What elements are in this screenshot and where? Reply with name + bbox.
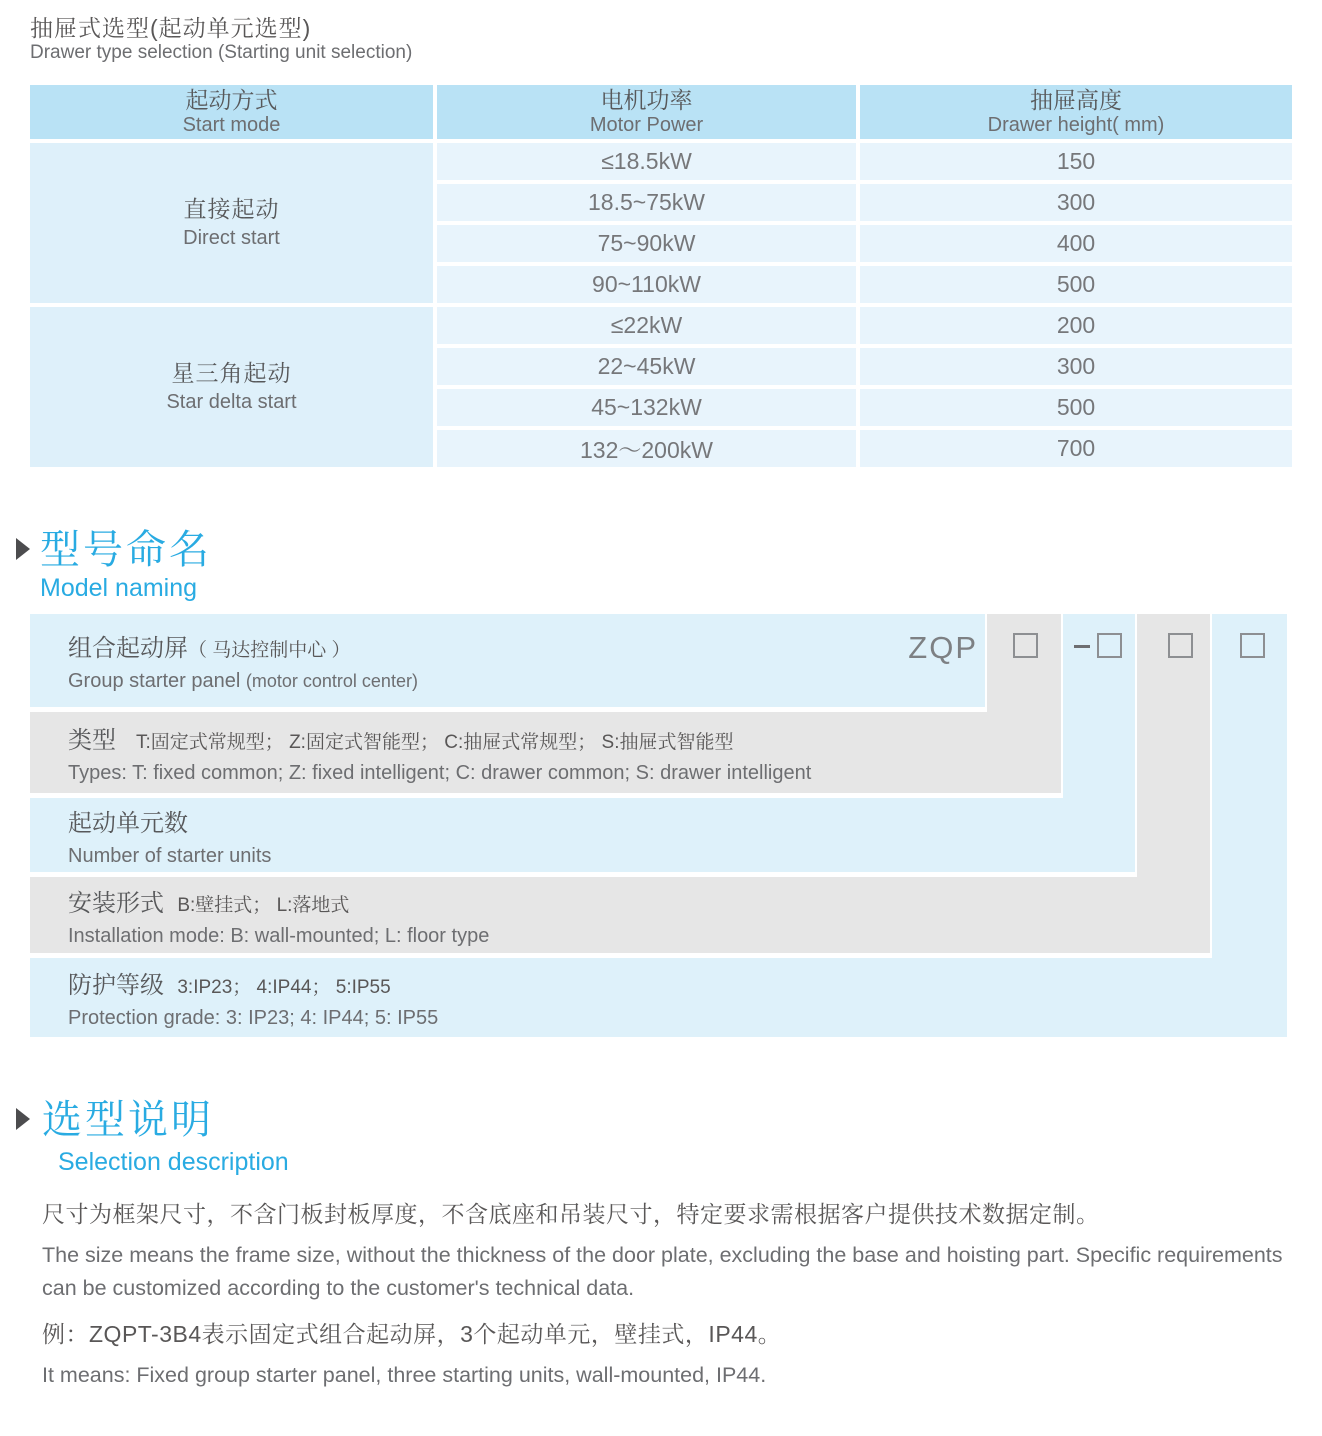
mode-cell-direct-start [30, 143, 433, 303]
header-zh: 抽屉高度 [1030, 87, 1122, 114]
naming-row-zh: 起动单元数 [68, 809, 188, 837]
height-cell: 200 [860, 307, 1292, 344]
naming-row-zh: 防护等级 3:IP23； 4:IP44； 5:IP55 [68, 972, 391, 999]
page-title-zh: 抽屉式选型(起动单元选型) [30, 15, 312, 41]
selection-table [30, 85, 1292, 467]
mode-zh: 星三角起动 [171, 359, 292, 386]
naming-row-types [30, 712, 1061, 793]
power-cell: 75~90kW [437, 225, 856, 262]
naming-row-zh: 安装形式 B:壁挂式； L:落地式 [68, 889, 350, 917]
mode-en: Direct start [183, 227, 280, 250]
naming-row-protection-grade [30, 958, 1287, 1037]
section-title-model-naming-en: Model naming [40, 574, 198, 602]
example-line-en: It means: Fixed group starter panel, three starting units, wall-mounted, IP44. [42, 1362, 767, 1387]
power-cell: ≤18.5kW [437, 143, 856, 180]
naming-row-en: Types: T: fixed common; Z: fixed intelligent; C: drawer common; S: drawer intelligent [68, 762, 812, 784]
naming-row-en: Protection grade: 3: IP23; 4: IP44; 5: IP55 [68, 1007, 439, 1029]
height-cell: 150 [860, 143, 1292, 180]
naming-row-group-starter-panel [30, 614, 985, 707]
section-arrow-icon [16, 1108, 30, 1130]
example-line-zh: 例：ZQPT-3B4表示固定式组合起动屏，3个起动单元，壁挂式，IP44。 [42, 1320, 782, 1347]
section-title-selection-description-zh: 选型说明 [42, 1098, 214, 1142]
mode-zh: 直接起动 [183, 195, 280, 222]
naming-row-installation-mode [30, 877, 1210, 953]
header-en: Start mode [182, 113, 281, 136]
description-line-en: The size means the frame size, without the thickness of the door plate, excluding the base and hoisting part. Specific requirements can be customized according to the customer's technical data. [42, 1243, 1283, 1301]
power-cell: ≤22kW [437, 307, 856, 344]
header-zh: 起动方式 [185, 87, 278, 114]
naming-row-zh: 组合起动屏（ 马达控制中心 ） [68, 635, 351, 662]
description-line-zh: 尺寸为框架尺寸，不含门板封板厚度，不含底座和吊装尺寸，特定要求需根据客户提供技术数据定制。 [42, 1201, 1100, 1227]
mode-en: Star delta start [166, 391, 297, 414]
height-cell: 400 [860, 225, 1292, 262]
height-cell: 500 [860, 389, 1292, 426]
header-en: Drawer height( mm) [987, 113, 1165, 136]
model-code-prefix: ZQP [908, 630, 978, 665]
column-header-start-mode [30, 85, 433, 139]
naming-row-en: Group starter panel (motor control center) [68, 670, 418, 692]
section-title-selection-description-en: Selection description [58, 1148, 289, 1176]
height-cell: 300 [860, 184, 1292, 221]
code-placeholder-box-installation [1168, 633, 1193, 658]
section-title-model-naming-zh: 型号命名 [40, 528, 212, 572]
selection-description-text [42, 1196, 1298, 1402]
naming-row-en: Number of starter units [68, 844, 272, 867]
power-cell: 22~45kW [437, 348, 856, 385]
power-cell: 45~132kW [437, 389, 856, 426]
power-cell: 132～200kW [437, 430, 856, 467]
code-placeholder-box-type [1013, 633, 1038, 658]
naming-row-zh: 类型 T:固定式常规型； Z:固定式智能型； C:抽屉式常规型； S:抽屉式智能型 [68, 727, 734, 754]
height-cell: 300 [860, 348, 1292, 385]
page-title-en: Drawer type selection (Starting unit selection) [30, 42, 413, 63]
naming-row-en: Installation mode: B: wall-mounted; L: floor type [68, 924, 490, 947]
power-cell: 90~110kW [437, 266, 856, 303]
header-en: Motor Power [589, 113, 704, 136]
code-dash [1074, 645, 1090, 648]
code-placeholder-box-units [1097, 633, 1122, 658]
section-arrow-icon [16, 538, 30, 560]
header-zh: 电机功率 [600, 87, 693, 114]
code-placeholder-box-protection [1240, 633, 1265, 658]
naming-row-starter-units [30, 798, 1135, 872]
column-header-drawer-height [860, 85, 1292, 139]
height-cell: 700 [860, 430, 1292, 467]
power-cell: 18.5~75kW [437, 184, 856, 221]
column-header-motor-power [437, 85, 856, 139]
mode-cell-star-delta-start [30, 307, 433, 467]
height-cell: 500 [860, 266, 1292, 303]
